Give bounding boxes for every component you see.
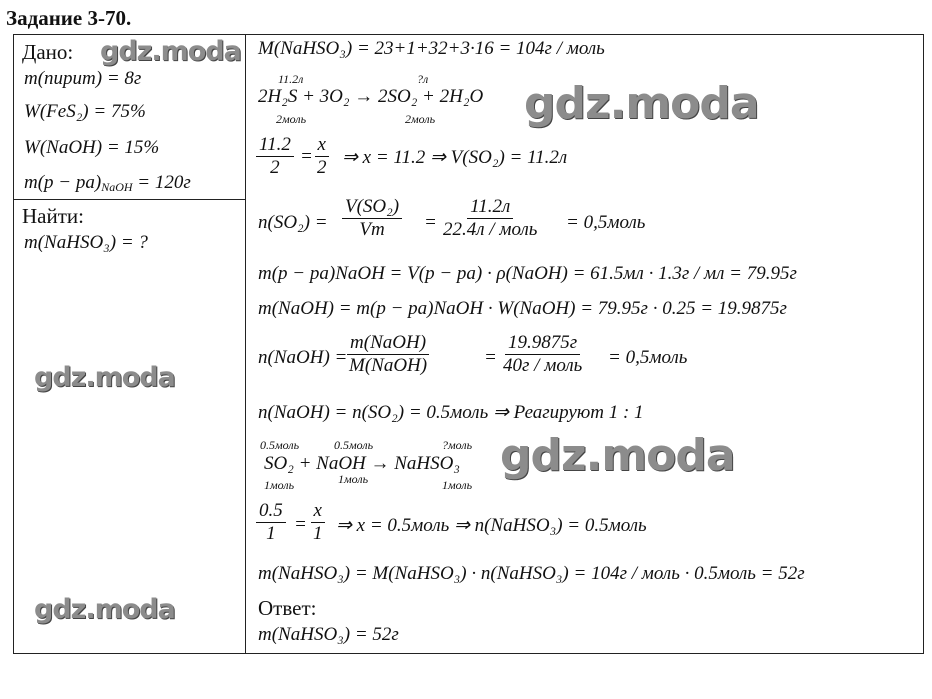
prop2-frac-2: $\frac{x}{1}$ xyxy=(310,500,326,545)
given-label: Дано: xyxy=(22,40,74,64)
rx2-top-1: 0.5моль xyxy=(260,438,300,452)
rx2-bot-2: 1моль xyxy=(338,472,369,486)
n-so2-frac-2: 11.2л 22.4л / моль xyxy=(443,196,538,240)
prop2-frac-1: $\frac{0.5}{1}$ xyxy=(256,500,286,545)
n-so2-frac-1: $\frac{\text{V(SO₂)}}{Vm}$ xyxy=(342,196,402,241)
molar-mass-line: M(NaHSO₃) = 23+1+32+3·16 = 104г / моль xyxy=(258,38,605,59)
n-naoh-frac-1: m(NaOH) M(NaOH) xyxy=(349,332,428,376)
n-naoh-left: n(NaOH) = xyxy=(258,347,348,368)
given-mass-pyrite: m(пирит) = 8г xyxy=(24,68,142,89)
rx1-top-2: ?л xyxy=(417,72,429,86)
rx1-bot-1: 2моль xyxy=(276,112,307,126)
given-mass-solution: $m(p - pa)_{NaOH} = 120г$ xyxy=(24,172,191,194)
rx2-top-2: 0.5моль xyxy=(334,438,374,452)
prop2-eq: = xyxy=(294,514,307,535)
given-w-naoh: W(NaOH) = 15% xyxy=(24,137,160,158)
solution-mass-line: m(p − pa)NaOH = V(p − pa) · ρ(NaOH) = 61.5мл · 1.3г / мл = 79.95г xyxy=(258,263,797,284)
prop1-frac-1: $\frac{11.2}{2}$ xyxy=(256,134,294,179)
watermark-4: gdz.moda xyxy=(500,430,735,481)
reaction-ratio-line: n(NaOH) = n(SO₂) = 0.5моль ⇒ Реагируют 1 : 1 xyxy=(258,402,644,423)
n-naoh-eq: = xyxy=(484,347,497,368)
rx2-bot-3: 1моль xyxy=(442,478,473,492)
watermark-5: gdz.moda xyxy=(34,594,175,625)
reaction-2: SO₂ + NaOH → NaHSO₃ xyxy=(264,453,460,474)
find-label: Найти: xyxy=(22,204,84,228)
watermark-2: gdz.moda xyxy=(524,78,759,129)
answer-label: Ответ: xyxy=(258,596,317,620)
solution-table xyxy=(13,34,924,654)
n-so2-eq: = xyxy=(424,212,437,233)
column-divider xyxy=(245,34,246,654)
prop1-rest: ⇒ x = 11.2 ⇒ V(SO₂) = 11.2л xyxy=(342,147,568,168)
prop2-rest: ⇒ x = 0.5моль ⇒ n(NaHSO₃) = 0.5моль xyxy=(336,515,647,536)
given-find-divider xyxy=(13,199,246,200)
find-line: m(NaHSO₃) = ? xyxy=(24,232,148,253)
reaction-1: 2H₂S + 3O₂ → 2SO₂ + 2H₂O xyxy=(258,86,484,107)
answer-line: m(NaHSO₃) = 52г xyxy=(258,624,399,645)
rx2-bot-1: 1моль xyxy=(264,478,295,492)
n-so2-left: n(SO₂) = xyxy=(258,212,328,233)
watermark-1: gdz.moda xyxy=(100,36,241,67)
rx1-bot-2: 2моль xyxy=(405,112,436,126)
n-so2-result: = 0,5моль xyxy=(566,212,646,233)
rx1-top-1: 11.2л xyxy=(278,72,304,86)
task-title: Задание 3-70. xyxy=(6,6,132,30)
given-w-fes2: W(FeS₂) = 75% xyxy=(24,101,146,122)
n-naoh-result: = 0,5моль xyxy=(608,347,688,368)
prop1-frac-2: $\frac{x}{2}$ xyxy=(314,134,330,179)
rx2-top-3: ?моль xyxy=(442,438,473,452)
prop1-eq: = xyxy=(300,146,313,167)
final-mass-line: m(NaHSO₃) = M(NaHSO₃) · n(NaHSO₃) = 104г / моль · 0.5моль = 52г xyxy=(258,563,805,584)
naoh-mass-line: m(NaOH) = m(p − pa)NaOH · W(NaOH) = 79.95г · 0.25 = 19.9875г xyxy=(258,298,787,319)
n-naoh-frac-2: 19.9875г 40г / моль xyxy=(503,332,583,376)
watermark-3: gdz.moda xyxy=(34,362,175,393)
